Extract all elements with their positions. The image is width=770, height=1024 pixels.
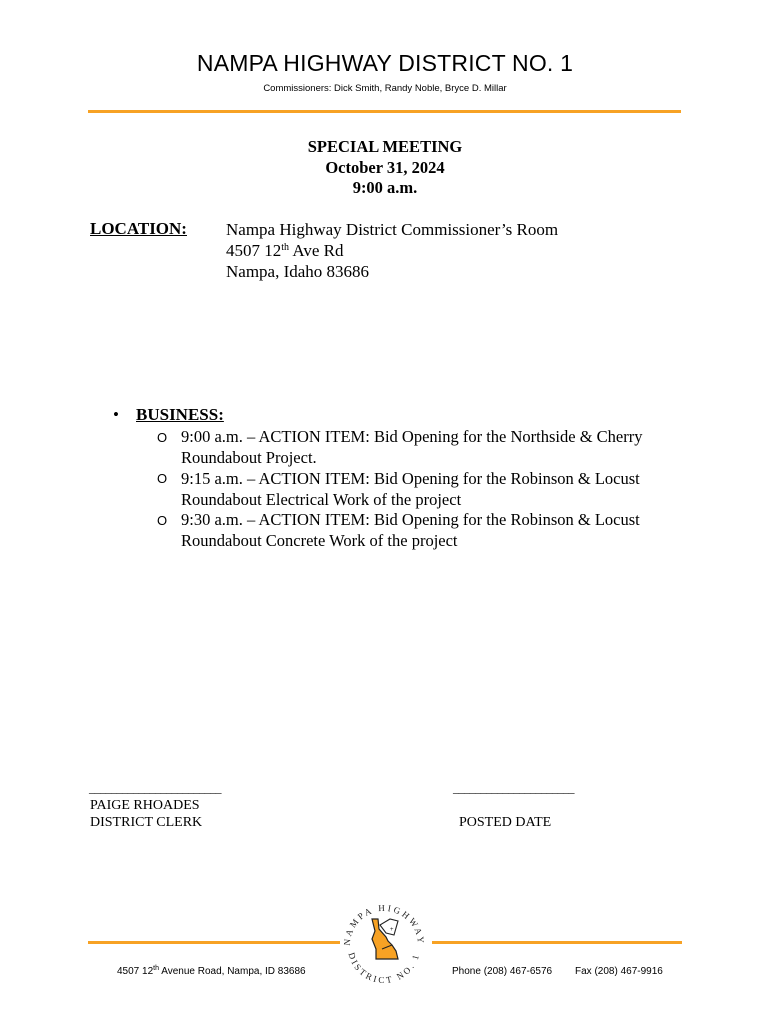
footer-address: 4507 12th Avenue Road, Nampa, ID 83686 [117, 965, 306, 977]
location-label: LOCATION: [90, 219, 187, 238]
meeting-type: SPECIAL MEETING [307, 137, 463, 156]
svg-text:+: + [390, 927, 394, 933]
posted-date-label: POSTED DATE [459, 815, 552, 830]
header-divider [88, 110, 681, 113]
meeting-date: October 31, 2024 [325, 157, 445, 177]
meeting-heading [0, 137, 770, 199]
agenda-item: 9:30 a.m. – ACTION ITEM: Bid Opening for the Robinson & Locust Roundabout Concrete Work of the project [181, 510, 640, 550]
meeting-time: 9:00 a.m. [352, 178, 418, 197]
business-label: BUSINESS: [136, 405, 224, 424]
agenda-item-marker: O [157, 513, 168, 528]
footer-fax: Fax (208) 467-9916 [575, 966, 663, 977]
clerk-name: PAIGE RHOADES [90, 798, 200, 813]
clerk-signature-line: ________________________ [89, 781, 221, 795]
business-bullet: • [113, 405, 119, 424]
location-street: 4507 12th Ave Rd [226, 241, 344, 260]
footer-phone: Phone (208) 467-6576 [452, 966, 553, 977]
agenda-item: 9:00 a.m. – ACTION ITEM: Bid Opening for the Northside & Cherry Roundabout Project. [181, 427, 643, 467]
commissioners-line: Commissioners: Dick Smith, Randy Noble, Bryce D. Millar [263, 83, 507, 94]
idaho-state-seal-icon [338, 895, 430, 987]
posted-date-line: ______________________ [453, 781, 574, 795]
agenda-item-marker: O [157, 471, 168, 486]
location-city: Nampa, Idaho 83686 [226, 262, 370, 281]
svg-text:NAMPA HIGHWAY: NAMPA HIGHWAY [341, 902, 427, 946]
footer-divider-right [432, 941, 682, 944]
agenda-item: 9:15 a.m. – ACTION ITEM: Bid Opening for the Robinson & Locust Roundabout Electrical Work of the project [181, 469, 640, 509]
location-address [226, 219, 558, 282]
svg-text:DISTRICT NO. 1: DISTRICT NO. 1 [346, 951, 422, 986]
district-logo [338, 895, 430, 987]
location-room: Nampa Highway District Commissioner’s Room [226, 220, 559, 239]
district-title: NAMPA HIGHWAY DISTRICT NO. 1 [196, 50, 574, 76]
clerk-title: DISTRICT CLERK [90, 815, 203, 830]
footer-divider-left [88, 941, 340, 944]
agenda-item-marker: O [157, 430, 168, 445]
